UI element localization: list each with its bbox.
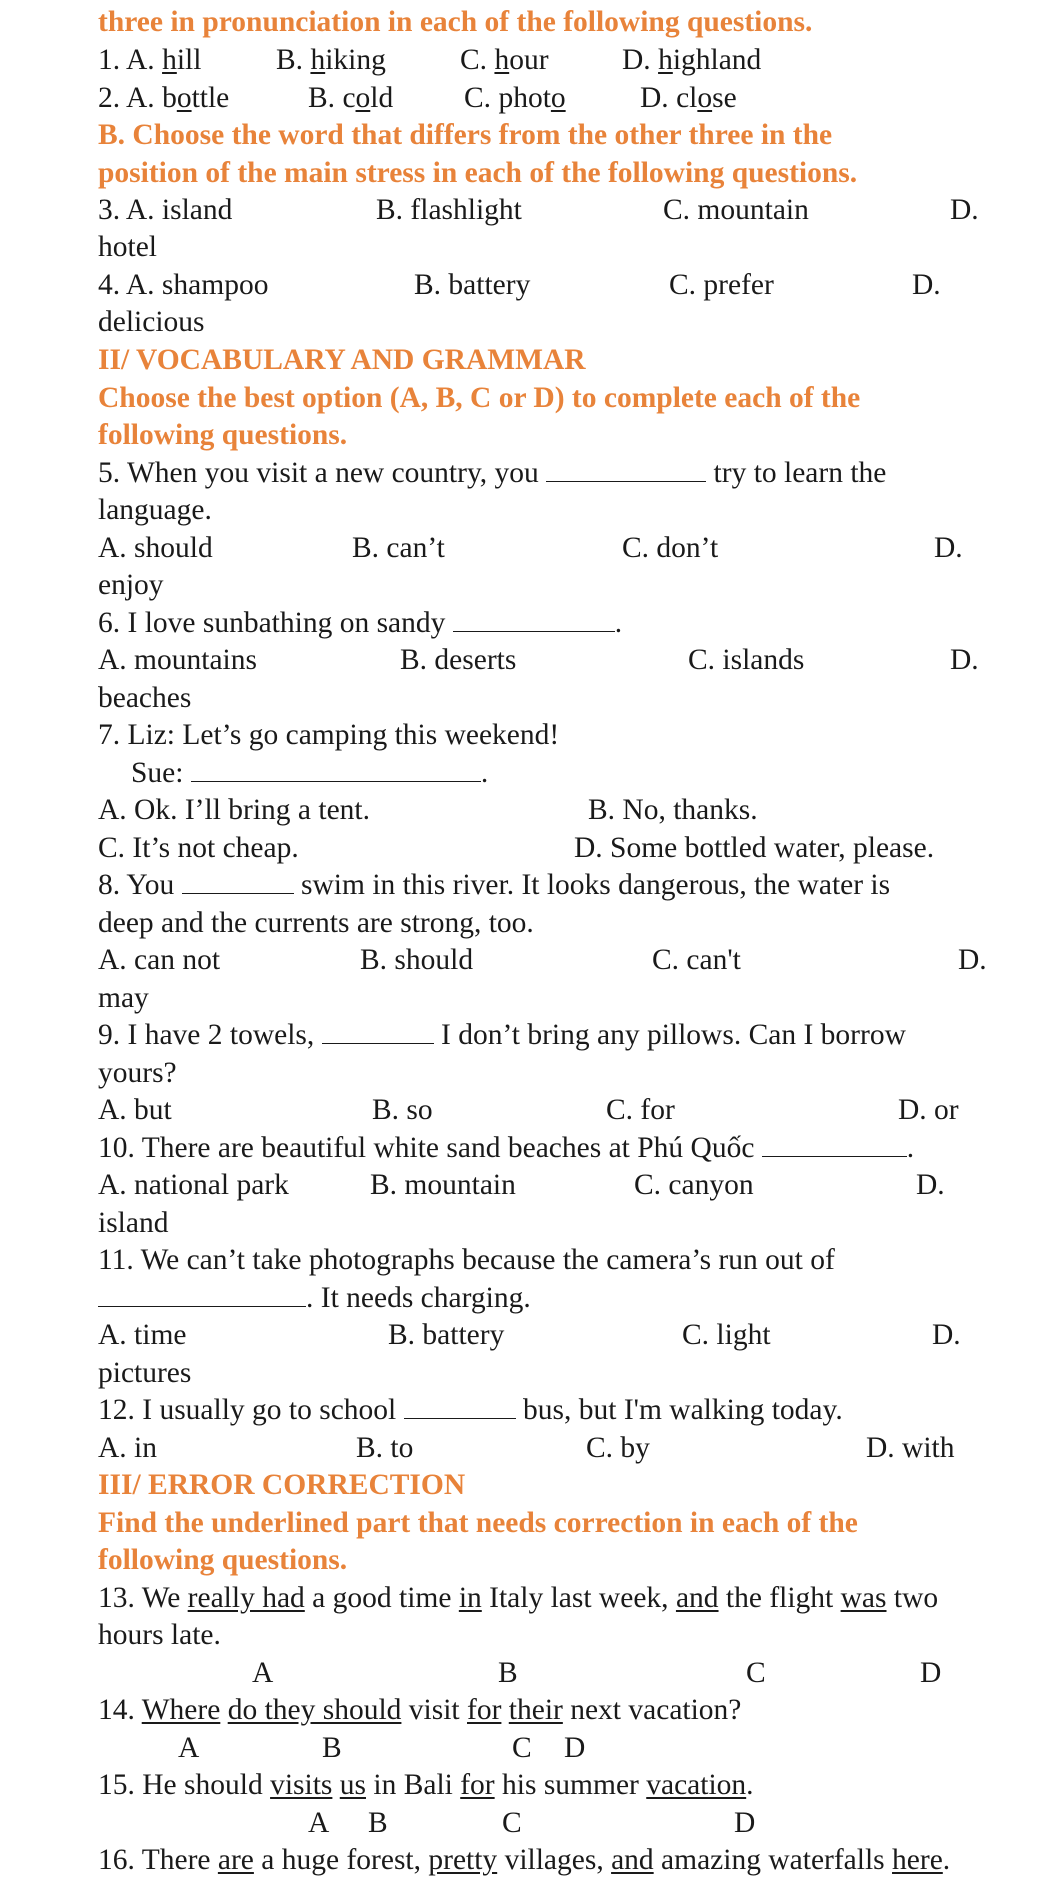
q12-option-a: A. in [98, 1432, 157, 1464]
q11-option-c: C. light [682, 1319, 771, 1351]
q12-stem: 12. I usually go to school bus, but I'm walking today. [98, 1394, 843, 1426]
q5-option-a: A. should [98, 532, 213, 564]
q9-stem-cont: yours? [98, 1057, 177, 1089]
q11-option-d: D. [932, 1319, 961, 1351]
section-3-title: III/ ERROR CORRECTION [98, 1469, 466, 1501]
q12-option-d: D. with [866, 1432, 955, 1464]
q13-label-b: B [498, 1657, 518, 1689]
q3-option-d-word: hotel [98, 231, 157, 263]
q10-option-d-word: island [98, 1207, 169, 1239]
q14-label-b: B [322, 1732, 342, 1764]
q14-label-d: D [564, 1732, 586, 1764]
q6-option-d: D. [950, 644, 979, 676]
q12-option-b: B. to [356, 1432, 414, 1464]
q7-option-b: B. No, thanks. [588, 794, 758, 826]
q3-option-d: D. [950, 194, 979, 226]
q13-sentence-cont: hours late. [98, 1619, 221, 1651]
q15-label-c: C [502, 1807, 522, 1839]
q5-option-d: D. [934, 532, 963, 564]
q15-label-b: B [368, 1807, 388, 1839]
q13-label-a: A [252, 1657, 274, 1689]
q11-stem-cont: . It needs charging. [98, 1280, 531, 1316]
q9-option-d: D. or [898, 1094, 959, 1126]
q9-option-a: A. but [98, 1094, 172, 1126]
q11-option-d-word: pictures [98, 1357, 192, 1389]
q7-option-d: D. Some bottled water, please. [574, 832, 935, 864]
q6-option-d-word: beaches [98, 682, 192, 714]
section-2-instruction-1: Choose the best option (A, B, C or D) to complete each of the [98, 382, 861, 414]
q1-option-a: A. hill [126, 44, 202, 76]
q5-stem-cont: language. [98, 494, 212, 526]
q8-option-b: B. should [360, 944, 474, 976]
q14-label-c: C [512, 1732, 532, 1764]
section-3-instruction-2: following questions. [98, 1544, 348, 1576]
q11-option-b: B. battery [388, 1319, 505, 1351]
section-a-instruction: three in pronunciation in each of the following questions. [98, 6, 813, 38]
section-2-instruction-2: following questions. [98, 419, 348, 451]
q3-option-a: 3. A. island [98, 194, 233, 226]
q8-option-d-word: may [98, 982, 149, 1014]
q14-sentence: 14. Where do they should visit for their next vacation? [98, 1694, 742, 1726]
q4-option-a: 4. A. shampoo [98, 269, 269, 301]
q9-option-b: B. so [372, 1094, 433, 1126]
q6-option-b: B. deserts [400, 644, 517, 676]
q13-label-c: C [746, 1657, 766, 1689]
q5-option-b: B. can’t [352, 532, 445, 564]
q10-option-d: D. [916, 1169, 945, 1201]
q10-option-b: B. mountain [370, 1169, 516, 1201]
q13-sentence: 13. We really had a good time in Italy last week, and the flight was two [98, 1582, 939, 1614]
q11-stem: 11. We can’t take photographs because the camera’s run out of [98, 1244, 835, 1276]
q6-stem: 6. I love sunbathing on sandy . [98, 607, 623, 639]
q10-option-a: A. national park [98, 1169, 289, 1201]
q7-stem: 7. Liz: Let’s go camping this weekend! [98, 719, 560, 751]
q12-option-c: C. by [586, 1432, 650, 1464]
q15-sentence: 15. He should visits us in Bali for his summer vacation. [98, 1769, 754, 1801]
q2-option-c: C. photo [464, 82, 566, 114]
q15-label-a: A [308, 1807, 330, 1839]
q6-option-a: A. mountains [98, 644, 257, 676]
q3-option-c: C. mountain [663, 194, 809, 226]
q7-option-a: A. Ok. I’ll bring a tent. [98, 794, 370, 826]
q8-stem-cont: deep and the currents are strong, too. [98, 907, 534, 939]
q4-option-b: B. battery [414, 269, 531, 301]
q13-label-d: D [920, 1657, 942, 1689]
q5-option-d-word: enjoy [98, 569, 164, 601]
q8-option-c: C. can't [652, 944, 741, 976]
q16-sentence: 16. There are a huge forest, pretty villages, and amazing waterfalls here. [98, 1844, 951, 1876]
q14-label-a: A [178, 1732, 200, 1764]
q1-option-b: B. hiking [276, 44, 386, 76]
q3-option-b: B. flashlight [376, 194, 522, 226]
section-2-title: II/ VOCABULARY AND GRAMMAR [98, 344, 586, 376]
section-b-instruction-1: B. Choose the word that differs from the other three in the [98, 119, 833, 151]
q8-stem: 8. You swim in this river. It looks dangerous, the water is [98, 869, 891, 901]
q6-option-c: C. islands [688, 644, 805, 676]
section-b-instruction-2: position of the main stress in each of the following questions. [98, 157, 858, 189]
q4-option-c: C. prefer [669, 269, 774, 301]
q2-option-b: B. cold [308, 82, 394, 114]
q10-option-c: C. canyon [634, 1169, 754, 1201]
q4-option-d-word: delicious [98, 306, 205, 338]
q2-number: 2. [98, 82, 121, 114]
q7-option-c: C. It’s not cheap. [98, 832, 299, 864]
q10-stem: 10. There are beautiful white sand beaches at Phú Quốc . [98, 1132, 915, 1164]
q11-option-a: A. time [98, 1319, 187, 1351]
q9-option-c: C. for [606, 1094, 675, 1126]
q2-option-a: A. bottle [126, 82, 230, 114]
q7-sue-line: Sue: . [131, 757, 489, 789]
q5-option-c: C. don’t [622, 532, 719, 564]
q1-option-d: D. highland [622, 44, 762, 76]
q8-option-d: D. [958, 944, 987, 976]
q8-option-a: A. can not [98, 944, 221, 976]
q4-option-d: D. [912, 269, 941, 301]
q9-stem: 9. I have 2 towels, I don’t bring any pillows. Can I borrow [98, 1019, 906, 1051]
q15-label-d: D [734, 1807, 756, 1839]
q5-stem: 5. When you visit a new country, you try to learn the [98, 457, 887, 489]
q1-number: 1. [98, 44, 121, 76]
q2-option-d: D. close [640, 82, 737, 114]
section-3-instruction-1: Find the underlined part that needs correction in each of the [98, 1507, 858, 1539]
q1-option-c: C. hour [460, 44, 549, 76]
